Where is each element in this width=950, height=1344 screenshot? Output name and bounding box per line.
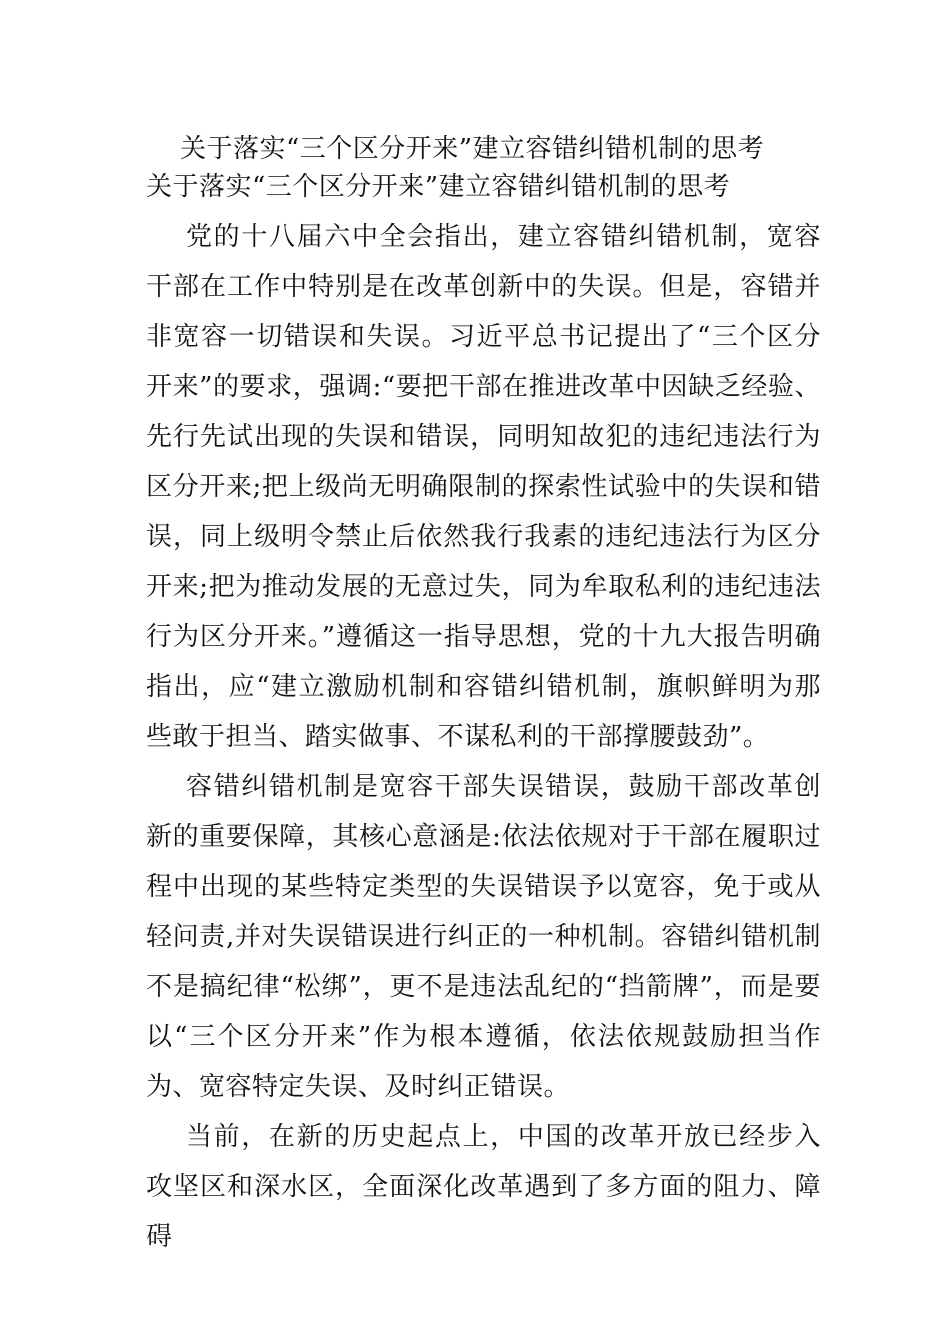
document-title: 关于落实“三个区分开来”建立容错纠错机制的思考 xyxy=(180,134,765,164)
paragraph-1: 党的十八届六中全会指出，建立容错纠错机制，宽容干部在工作中特别是在改革创新中的失误。但是，容错并非宽容一切错误和失误。习近平总书记提出了“三个区分开来”的要求，强调:“要把干部在推进改革中因缺乏经验、先行先试出现的失误和错误，同明知故犯的违纪违法行为区分开来;把上级尚无明确限制的探索性试验中的失误和错误，同上级明令禁止后依然我行我素的违纪违法行为区分开来;把为推动发展的无意过失，同为牟取私利的违纪违法行为区分开来。”遵循这一指导思想，党的十九大报告明确指出，应“建立激励机制和容错纠错机制，旗帜鲜明为那些敢于担当、踏实做事、不谋私利的干部撑腰鼓劲”。 xyxy=(146,222,821,752)
document-body xyxy=(146,130,821,1262)
paragraph-2: 容错纠错机制是宽容干部失误错误，鼓励干部改革创新的重要保障，其核心意涵是:依法依规对于干部在履职过程中出现的某些特定类型的失误错误予以宽容，免于或从轻问责,并对失误错误进行纠正的一种机制。容错纠错机制不是搞纪律“松绑”，更不是违法乱纪的“挡箭牌”，而是要以“三个区分开来”作为根本遵循，依法依规鼓励担当作为、宽容特定失误、及时纠正错误。 xyxy=(146,772,821,1102)
document-title-repeat: 关于落实“三个区分开来”建立容错纠错机制的思考 xyxy=(146,172,731,202)
paragraph-3: 当前，在新的历史起点上，中国的改革开放已经步入攻坚区和深水区，全面深化改革遇到了多方面的阻力、障碍 xyxy=(146,1122,821,1252)
